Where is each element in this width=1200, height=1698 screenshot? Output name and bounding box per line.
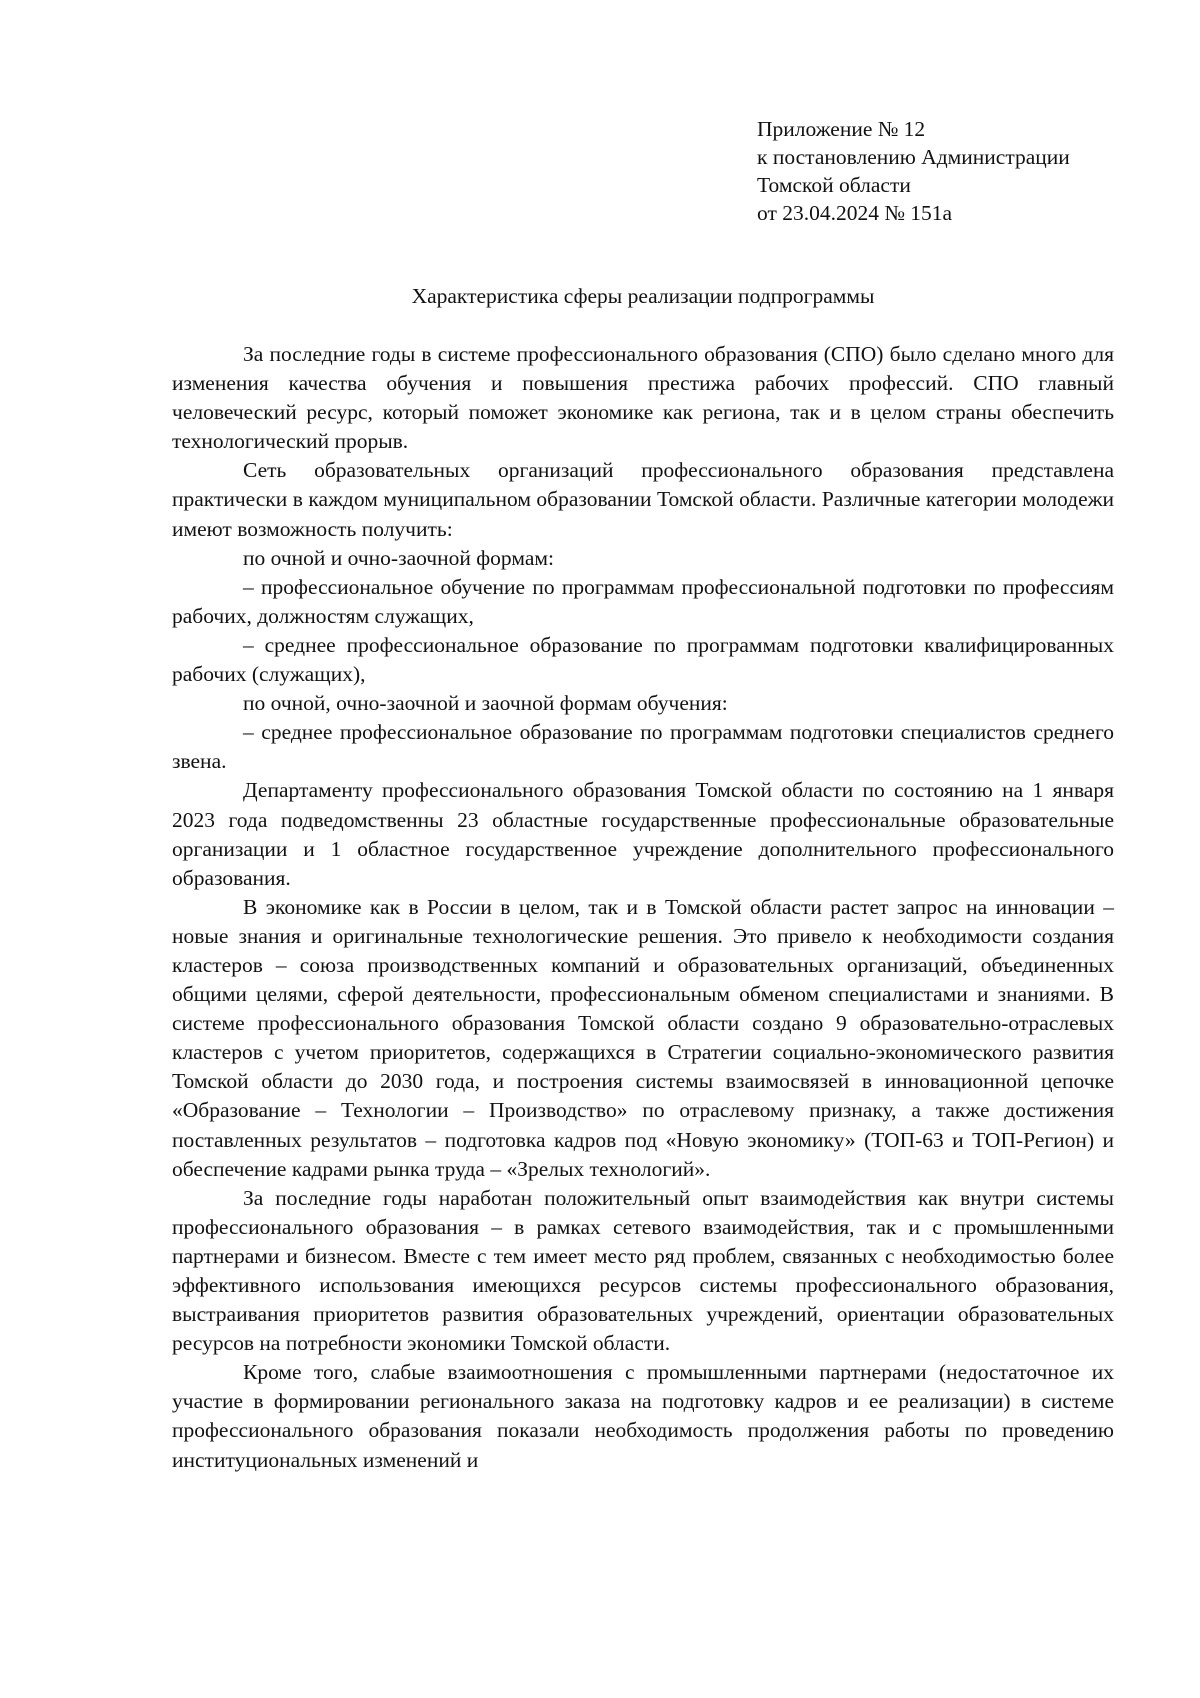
appendix-date-number: от 23.04.2024 № 151а	[757, 201, 953, 225]
appendix-reference: к постановлению Администрации	[757, 145, 1070, 169]
paragraph: В экономике как в России в целом, так и в Томской области растет запрос на инновации – новые знания и оригинальные технологические решения. Это привело к необходимости создания кластеров – союза производственных компаний и образовательных организаций, объединенных общими целями, сферой деятельности, профессиональным обменом специалистами и знаниями. В системе профессионального образования Томской области создано 9 образовательно-отраслевых кластеров с учетом приоритетов, содержащихся в Стратегии социально-экономического развития Томской области до 2030 года, и построения системы взаимосвязей в инновационной цепочке «Образование – Технологии – Производство» по отраслевому признаку, а также достижения поставленных результатов – подготовка кадров под «Новую экономику» (ТОП-63 и ТОП-Регион) и обеспечение кадрами рынка труда – «Зрелых технологий».	[172, 894, 1114, 1181]
appendix-header	[757, 115, 1177, 227]
list-item: – среднее профессиональное образование по программам подготовки квалифицированных рабочих (служащих),	[172, 632, 1114, 687]
paragraph: Сеть образовательных организаций профессионального образования представлена практически в каждом муниципальном образовании Томской области. Различные категории молодежи имеют возможность получить:	[172, 458, 1114, 541]
document-title: Характеристика сферы реализации подпрограммы	[411, 284, 875, 308]
paragraph: по очной, очно-заочной и заочной формам обучения:	[243, 691, 728, 716]
paragraph: За последние годы в системе профессионального образования (СПО) было сделано много для изменения качества обучения и повышения престижа рабочих профессий. СПО главный человеческий ресурс, который поможет экономике как региона, так и в целом страны обеспечить технологический прорыв.	[172, 342, 1114, 454]
document-body	[172, 340, 1114, 1475]
list-item: – среднее профессиональное образование по программам подготовки специалистов среднего звена.	[172, 720, 1114, 774]
paragraph: Кроме того, слабые взаимоотношения с промышленными партнерами (недостаточное их участие в формировании регионального заказа на подготовку кадров и ее реализации) в системе профессионального образования показали необходимость продолжения работы по проведению институциональных изменений и	[172, 1360, 1114, 1472]
paragraph: За последние годы наработан положительный опыт взаимодействия как внутри системы профессионального образования – в рамках сетевого взаимодействия, так и с промышленными партнерами и бизнесом. Вместе с тем имеет место ряд проблем, связанных с необходимостью более эффективного использования имеющихся ресурсов системы профессионального образования, выстраивания приоритетов развития образовательных учреждений, ориентации образовательных ресурсов на потребности экономики Томской области.	[172, 1185, 1114, 1356]
paragraph: по очной и очно-заочной формам:	[243, 545, 554, 570]
paragraph: Департаменту профессионального образования Томской области по состоянию на 1 января 2023 года подведомственны 23 областные государственные профессиональные образовательные организации и 1 областное государственное учреждение дополнительного профессионального образования.	[172, 778, 1114, 890]
list-item: – профессиональное обучение по программам профессиональной подготовки по профессиям рабочих, должностям служащих,	[172, 574, 1114, 628]
appendix-region: Томской области	[757, 173, 911, 197]
appendix-number: Приложение № 12	[757, 117, 926, 141]
